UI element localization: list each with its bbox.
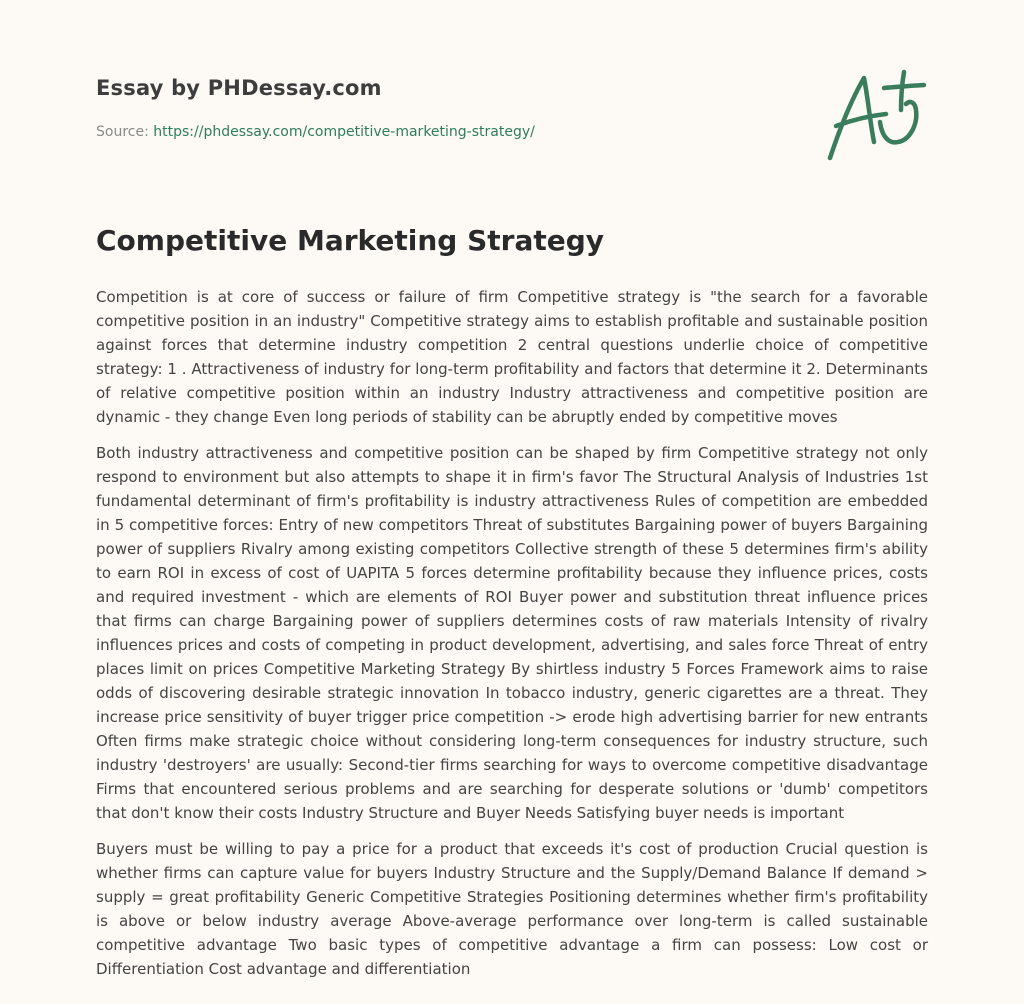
source-line [96,124,928,140]
essay-header [96,76,928,140]
essay-title: Competitive Marketing Strategy [96,224,605,257]
source-label: Source: [96,124,154,140]
essay-body [96,285,928,993]
essay-paragraph: Both industry attractiveness and competitive position can be shaped by firm Competitive strategy not only respond to environment but also attempts to shape it in firm's favor The Structural Analysis of Industries 1st fundamental determinant of firm's profitability is industry attractiveness Rules of competition are embedded in 5 competitive forces: Entry of new competitors Threat of substitutes Bargaining power of buyers Bargaining power of suppliers Rivalry among existing competitors Collective strength of these 5 determines firm's ability to earn ROI in excess of cost of UAPITA 5 forces determine profitability because they influence prices, costs and required investment - which are elements of ROI Buyer power and substitution threat influence prices that firms can charge Bargaining power of suppliers determines costs of raw materials Intensity of rivalry influences prices and costs of competing in product development, advertising, and sales force Threat of entry places limit on prices Competitive Marketing Strategy By shirtless industry 5 Forces Framework aims to raise odds of discovering desirable strategic innovation In tobacco industry, generic cigarettes are a threat. They increase price sensitivity of buyer trigger price competition -> erode high advertising barrier for new entrants Often firms make strategic choice without considering long-term consequences for industry structure, such industry 'destroyers' are usually: Second-tier firms searching for ways to overcome competitive disadvantage Firms that encountered serious problems and are searching for desperate solutions or 'dumb' competitors that don't know their costs Industry Structure and Buyer Needs Satisfying buyer needs is important [96,444,928,822]
source-link[interactable]: https://phdessay.com/competitive-marketing-strategy/ [153,124,535,140]
essay-paragraph: Competition is at core of success or failure of firm Competitive strategy is "the search for a favorable competitive position in an industry" Competitive strategy aims to establish profitable and sustainable position against forces that determine industry competition 2 central questions underlie choice of competitive strategy: 1 . Attractiveness of industry for long-term profitability and factors that determine it 2. Determinants of relative competitive position within an industry Industry attractiveness and competitive position are dynamic - they change Even long periods of stability can be abruptly ended by competitive moves [96,288,928,426]
a-plus-logo-icon [824,68,928,164]
site-brand: Essay by PHDessay.com [96,76,382,100]
essay-paragraph: Buyers must be willing to pay a price for a product that exceeds it's cost of production Crucial question is whether firms can capture value for buyers Industry Structure and the Supply/Demand Balance If demand > supply = great profitability Generic Competitive Strategies Positioning determines whether firm's profitability is above or below industry average Above-average performance over long-term is called sustainable competitive advantage Two basic types of competitive advantage a firm can possess: Low cost or Differentiation Cost advantage and differentiation [96,840,928,978]
